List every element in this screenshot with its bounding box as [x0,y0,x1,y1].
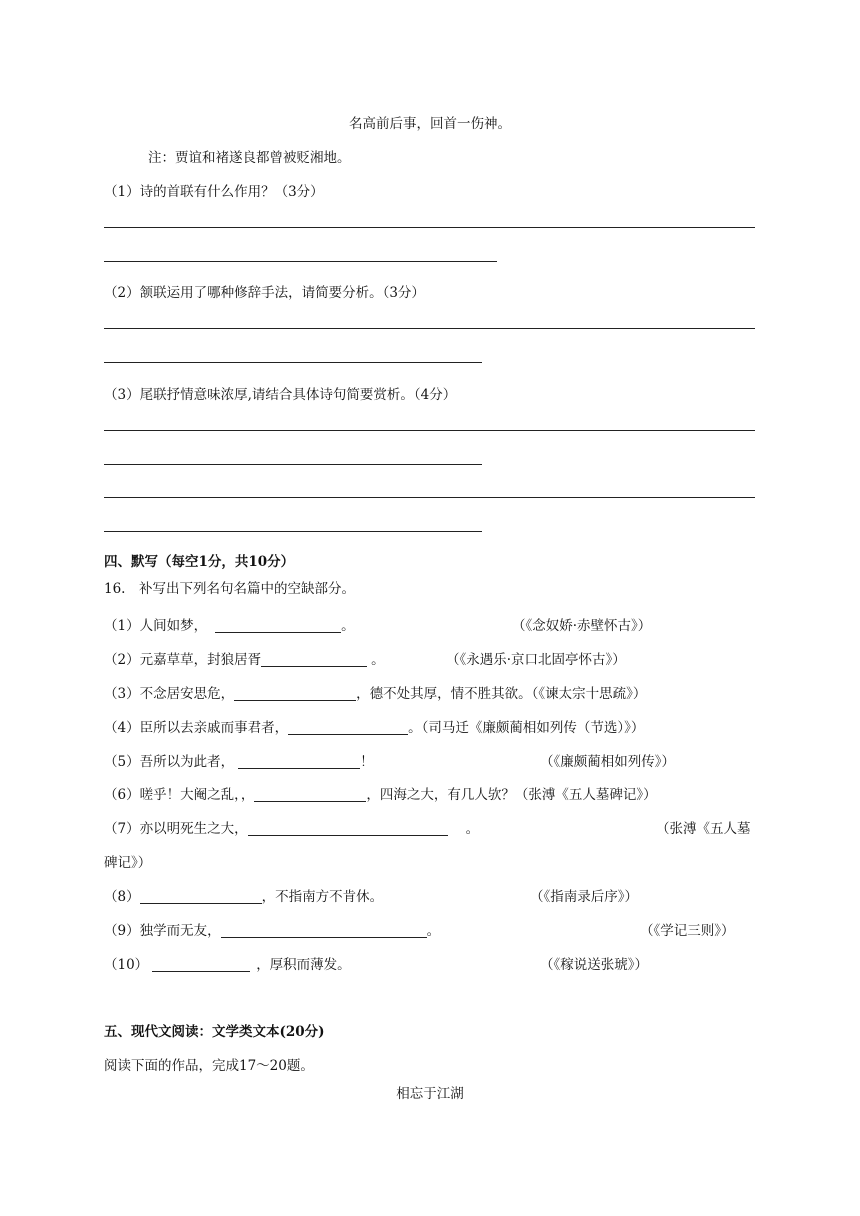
answer-line-q1-b[interactable] [104,261,497,262]
fill-item-1-source: （《念奴娇·赤壁怀古》） [512,618,652,634]
fill-item-9-post: 。 [426,923,441,939]
fill-item-7-source-cont: 碑记》） [104,855,152,871]
fill-blank-3[interactable] [234,686,356,701]
fill-item-10 [104,953,351,973]
question-3: （3）尾联抒情意味浓厚,请结合具体诗句简要赏析。（4分） [104,387,457,403]
fill-blank-4[interactable] [288,720,408,735]
answer-line-q2-b[interactable] [104,362,482,363]
article-title: 相忘于江湖 [396,1086,464,1102]
fill-item-6-pre: （6）嗟乎！大阉之乱，， [104,787,255,803]
fill-item-5-source: （《廉颇蔺相如列传》） [540,754,675,770]
fill-item-6-post: ，四海之大，有几人欤？（张溥《五人墓碑记》） [366,787,657,803]
fill-item-7-source: （张溥《五人墓 [656,821,751,837]
fill-blank-6[interactable] [254,787,366,802]
fill-blank-2[interactable] [261,652,367,667]
fill-item-4 [104,716,644,736]
question-2: （2）颔联运用了哪种修辞手法，请简要分析。（3分） [104,285,425,301]
fill-item-1-post: 。 [341,618,355,634]
answer-line-q1-a[interactable] [104,227,755,228]
fill-item-10-post: ，厚积而薄发。 [256,957,351,973]
fill-item-7-pre: （7）亦以明死生之大， [104,821,248,837]
fill-item-7 [104,817,479,837]
fill-item-8-pre: （8） [104,889,140,905]
fill-item-2 [104,648,385,668]
fill-blank-9[interactable] [221,923,427,938]
answer-line-q3-c[interactable] [104,497,755,498]
poem-last-line: 名高前后事，回首一伤神。 [349,116,511,132]
fill-item-1-pre: （1）人间如梦， [104,618,208,634]
fill-item-3-post: ，德不处其厚，情不胜其欲。（《谏太宗十思疏》） [356,686,647,702]
fill-item-3-pre: （3）不念居安思危， [104,686,235,702]
fill-item-10-source: （《稼说送张琥》） [540,957,648,973]
fill-item-9 [104,919,440,939]
fill-item-2-post: 。 [371,652,385,668]
section-5-heading: 五、现代文阅读：文学类文本(20分) [104,1024,325,1040]
fill-item-8 [104,885,383,905]
fill-item-4-post: 。（司马迁《廉颇蔺相如列传（节选）》） [408,720,645,736]
fill-item-2-source: （《永遇乐·京口北固亭怀古》） [446,652,626,668]
fill-item-9-source: （《学记三则》） [640,923,735,939]
fill-item-9-pre: （9）独学而无友， [104,923,221,939]
fill-item-4-pre: （4）臣所以去亲戚而事君者， [104,720,289,736]
fill-item-2-pre: （2）元嘉草草，封狼居胥 [104,652,262,668]
fill-item-6 [104,783,657,803]
section-4-instruction: 16. 补写出下列名句名篇中的空缺部分。 [104,581,355,597]
fill-blank-1[interactable] [215,618,341,633]
fill-blank-7[interactable] [248,821,448,836]
fill-blank-5[interactable] [238,754,360,769]
fill-item-10-pre: （10） [104,957,149,973]
fill-item-5 [104,750,374,770]
fill-item-1 [104,614,355,634]
section-5-instruction: 阅读下面的作品，完成17～20题。 [104,1058,314,1074]
answer-line-q2-a[interactable] [104,328,755,329]
answer-line-q3-b[interactable] [104,464,482,465]
fill-item-5-pre: （5）吾所以为此者， [104,754,235,770]
fill-blank-8[interactable] [140,889,262,904]
answer-line-q3-d[interactable] [104,531,482,532]
section-4-heading: 四、默写（每空1分，共10分） [104,554,295,570]
fill-blank-10[interactable] [152,957,250,972]
question-1: （1）诗的首联有什么作用？（3分） [104,184,324,200]
fill-item-7-post: 。 [465,821,480,837]
answer-line-q3-a[interactable] [104,430,755,431]
fill-item-8-source: （《指南录后序》） [530,889,638,905]
fill-item-5-post: ！ [360,754,374,770]
poem-note: 注：贾谊和褚遂良都曾被贬湘地。 [148,150,351,166]
fill-item-8-post: ，不指南方不肯休。 [261,889,384,905]
fill-item-3 [104,682,646,702]
